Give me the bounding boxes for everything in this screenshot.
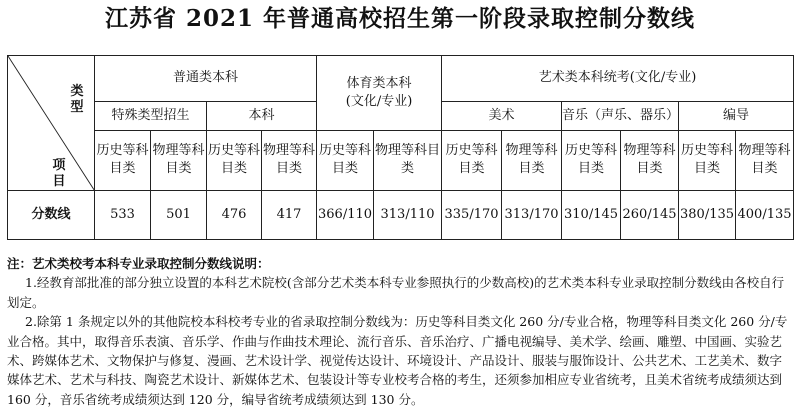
score-cell: 313/170 — [502, 190, 562, 239]
score-cell: 417 — [262, 190, 317, 239]
group-general: 普通类本科 — [95, 56, 317, 102]
corner-type-label: 类型 — [70, 84, 84, 115]
score-cell: 533 — [95, 190, 151, 239]
col-header: 物理等科目类 — [151, 131, 207, 191]
score-cell: 380/135 — [679, 190, 736, 239]
col-header: 物理等科目类 — [374, 131, 442, 191]
col-header: 历史等科目类 — [442, 131, 502, 191]
notes-paragraph-1: 1.经教育部批准的部分独立设置的本科艺术院校(含部分艺术类本科专业参照执行的少数高校)的艺术类本科专业录取控制分数线由各校自行划定。 — [7, 275, 785, 310]
table-row — [8, 190, 794, 239]
score-cell: 400/135 — [736, 190, 794, 239]
corner-item-label: 项目 — [52, 158, 66, 189]
col-header: 物理等科目类 — [262, 131, 317, 191]
notes-section — [7, 254, 793, 409]
row-label: 分数线 — [8, 190, 95, 239]
corner-cell — [8, 56, 95, 191]
col-header: 历史等科目类 — [679, 131, 736, 191]
score-cell: 310/145 — [562, 190, 621, 239]
score-table — [7, 55, 794, 240]
score-cell: 366/110 — [317, 190, 374, 239]
subgroup-fine-arts: 美术 — [442, 101, 562, 130]
score-cell: 501 — [151, 190, 207, 239]
col-header: 历史等科目类 — [317, 131, 374, 191]
subgroup-music: 音乐（声乐、器乐） — [562, 101, 679, 130]
corner-diagonal — [8, 56, 94, 190]
subgroup-undergrad: 本科 — [207, 101, 317, 130]
col-header: 物理等科目类 — [621, 131, 679, 191]
col-header: 物理等科目类 — [502, 131, 562, 191]
score-cell: 260/145 — [621, 190, 679, 239]
notes-paragraph-2: 2.除第 1 条规定以外的其他院校本科校考专业的省录取控制分数线为：历史等科目类文化 260 分/专业合格，物理等科目类文化 260 分/专业合格。其中，取得音乐表演、音乐学、作曲与作曲技术理论、流行音乐、音乐治疗、广播电视编导、美术学、绘画、雕塑、中国画、实验艺术、跨媒体艺术、文物保护与修复、漫画、艺术设计学、视觉传达设计、环境设计、产品设计、服装与服饰设计、公共艺术、工艺美术、数字媒体艺术、艺术与科技、陶瓷艺术设计、新媒体艺术、包装设计等专业校考合格的考生，还须参加相应专业省统考，且美术省统考成绩须达到 160 分，音乐省统考成绩须达到 120 分，编导省统考成绩须达到 130 分。 — [7, 314, 788, 407]
col-header: 历史等科目类 — [207, 131, 262, 191]
col-header: 历史等科目类 — [95, 131, 151, 191]
page-title: 江苏省 2021 年普通高校招生第一阶段录取控制分数线 — [104, 5, 696, 32]
subgroup-special: 特殊类型招生 — [95, 101, 207, 130]
subgroup-directing: 编导 — [679, 101, 794, 130]
score-cell: 335/170 — [442, 190, 502, 239]
notes-heading: 注：艺术类校考本科专业录取控制分数线说明： — [7, 256, 270, 271]
header-row-groups — [8, 56, 794, 102]
header-row-columns — [8, 131, 794, 191]
score-cell: 476 — [207, 190, 262, 239]
col-header: 历史等科目类 — [562, 131, 621, 191]
score-cell: 313/110 — [374, 190, 442, 239]
group-sports: 体育类本科 (文化/专业) — [317, 56, 442, 131]
col-header: 物理等科目类 — [736, 131, 794, 191]
group-arts: 艺术类本科统考(文化/专业) — [442, 56, 794, 102]
